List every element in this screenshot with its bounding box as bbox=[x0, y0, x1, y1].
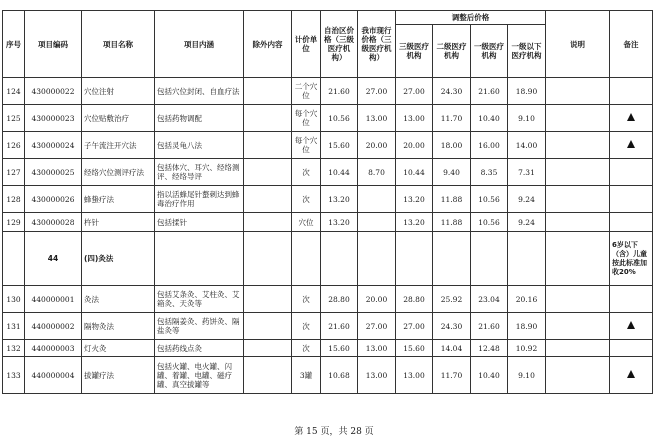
triangle-marker-icon bbox=[627, 370, 635, 378]
cell-code: 430000025 bbox=[25, 159, 82, 186]
cell-content: 包括药物调配 bbox=[155, 105, 244, 132]
cell-l1: 10.56 bbox=[471, 213, 508, 232]
table-row bbox=[3, 286, 653, 313]
cell-b1: 9.10 bbox=[508, 105, 546, 132]
cell-remark bbox=[610, 105, 653, 132]
cell-l2: 24.30 bbox=[433, 313, 471, 340]
cell-city: 27.00 bbox=[358, 78, 396, 105]
cell-name: 子午流注开穴法 bbox=[82, 132, 155, 159]
header-region-price: 自治区价格（三级医疗机构） bbox=[321, 11, 358, 78]
cell-region: 21.60 bbox=[321, 313, 358, 340]
cell-name: 蜂蛰疗法 bbox=[82, 186, 155, 213]
cell-code: 430000023 bbox=[25, 105, 82, 132]
cell-exclusions bbox=[244, 357, 292, 394]
header-name: 项目名称 bbox=[82, 11, 155, 78]
cell-explanation bbox=[546, 213, 610, 232]
cell-city: 13.00 bbox=[358, 357, 396, 394]
cell-seq: 130 bbox=[3, 286, 25, 313]
cell-unit: 每个穴位 bbox=[292, 105, 321, 132]
cell-l3: 28.80 bbox=[396, 286, 433, 313]
header-city-price: 我市现行价格（三级医疗机构） bbox=[358, 11, 396, 78]
cell-content: 指以活蜂尾针螯刺达到蜂毒治疗作用 bbox=[155, 186, 244, 213]
cell-city: 8.70 bbox=[358, 159, 396, 186]
cell-remark bbox=[610, 357, 653, 394]
cell-exclusions bbox=[244, 213, 292, 232]
cell-l3: 27.00 bbox=[396, 78, 433, 105]
cell-explanation bbox=[546, 132, 610, 159]
cell-region: 13.20 bbox=[321, 186, 358, 213]
cell-code: 430000028 bbox=[25, 213, 82, 232]
cell-city: 27.00 bbox=[358, 313, 396, 340]
cell-region: 21.60 bbox=[321, 78, 358, 105]
cell-seq: 129 bbox=[3, 213, 25, 232]
cell-b1: 20.16 bbox=[508, 286, 546, 313]
header-below1: 一级以下医疗机构 bbox=[508, 25, 546, 78]
cell-explanation bbox=[546, 159, 610, 186]
header-exclusions: 除外内容 bbox=[244, 11, 292, 78]
header-content: 项目内涵 bbox=[155, 11, 244, 78]
cell-unit: 每个穴位 bbox=[292, 132, 321, 159]
section-code: 44 bbox=[25, 232, 82, 286]
table-row bbox=[3, 105, 653, 132]
cell-remark bbox=[610, 340, 653, 357]
cell-seq: 133 bbox=[3, 357, 25, 394]
cell-exclusions bbox=[244, 286, 292, 313]
cell-l1: 10.40 bbox=[471, 357, 508, 394]
cell-name: 隔物灸法 bbox=[82, 313, 155, 340]
cell-seq: 131 bbox=[3, 313, 25, 340]
cell-seq: 124 bbox=[3, 78, 25, 105]
cell-content: 包括艾条灸、艾柱灸、艾箱灸、天灸等 bbox=[155, 286, 244, 313]
cell-region bbox=[321, 232, 358, 286]
cell-name: 穴位贴敷治疗 bbox=[82, 105, 155, 132]
cell-l2: 11.70 bbox=[433, 105, 471, 132]
cell-l3: 13.20 bbox=[396, 186, 433, 213]
cell-name: 经络穴位测评疗法 bbox=[82, 159, 155, 186]
cell-remark bbox=[610, 78, 653, 105]
header-code: 项目编码 bbox=[25, 11, 82, 78]
cell-unit: 穴位 bbox=[292, 213, 321, 232]
cell-unit: 次 bbox=[292, 340, 321, 357]
cell-l3: 13.20 bbox=[396, 213, 433, 232]
price-table bbox=[2, 10, 653, 394]
section-row bbox=[3, 232, 653, 286]
cell-l1: 12.48 bbox=[471, 340, 508, 357]
cell-content: 包括药线点灸 bbox=[155, 340, 244, 357]
cell-explanation bbox=[546, 78, 610, 105]
cell-seq: 126 bbox=[3, 132, 25, 159]
cell-exclusions bbox=[244, 159, 292, 186]
cell-content: 包括灵龟八法 bbox=[155, 132, 244, 159]
cell-exclusions bbox=[244, 313, 292, 340]
cell-l2: 11.88 bbox=[433, 186, 471, 213]
cell-b1 bbox=[508, 232, 546, 286]
cell-unit: 次 bbox=[292, 286, 321, 313]
cell-l2 bbox=[433, 232, 471, 286]
cell-explanation bbox=[546, 357, 610, 394]
cell-l3 bbox=[396, 232, 433, 286]
cell-explanation bbox=[546, 186, 610, 213]
header-level2: 二级医疗机构 bbox=[433, 25, 471, 78]
cell-l3: 13.00 bbox=[396, 105, 433, 132]
cell-seq: 125 bbox=[3, 105, 25, 132]
table-row bbox=[3, 132, 653, 159]
cell-b1: 18.90 bbox=[508, 78, 546, 105]
cell-code: 440000001 bbox=[25, 286, 82, 313]
cell-l2: 18.00 bbox=[433, 132, 471, 159]
table-row bbox=[3, 159, 653, 186]
cell-b1: 10.92 bbox=[508, 340, 546, 357]
cell-region: 10.56 bbox=[321, 105, 358, 132]
cell-city bbox=[358, 186, 396, 213]
cell-unit: 次 bbox=[292, 313, 321, 340]
cell-region: 15.60 bbox=[321, 132, 358, 159]
cell-l1: 16.00 bbox=[471, 132, 508, 159]
cell-region: 10.68 bbox=[321, 357, 358, 394]
cell-l3: 27.00 bbox=[396, 313, 433, 340]
cell-l1: 23.04 bbox=[471, 286, 508, 313]
cell-exclusions bbox=[244, 132, 292, 159]
cell-l2: 14.04 bbox=[433, 340, 471, 357]
cell-exclusions bbox=[244, 232, 292, 286]
cell-region: 15.60 bbox=[321, 340, 358, 357]
cell-code: 430000024 bbox=[25, 132, 82, 159]
cell-unit: 3罐 bbox=[292, 357, 321, 394]
cell-exclusions bbox=[244, 78, 292, 105]
cell-l3: 10.44 bbox=[396, 159, 433, 186]
cell-name: 拔罐疗法 bbox=[82, 357, 155, 394]
table-row bbox=[3, 213, 653, 232]
cell-name: 灯火灸 bbox=[82, 340, 155, 357]
cell-code: 440000004 bbox=[25, 357, 82, 394]
cell-content bbox=[155, 232, 244, 286]
table-row bbox=[3, 357, 653, 394]
cell-l1: 21.60 bbox=[471, 78, 508, 105]
table-row bbox=[3, 186, 653, 213]
cell-explanation bbox=[546, 105, 610, 132]
table-row bbox=[3, 313, 653, 340]
cell-unit: 二个穴位 bbox=[292, 78, 321, 105]
cell-city: 13.00 bbox=[358, 105, 396, 132]
cell-remark bbox=[610, 186, 653, 213]
cell-l2: 24.30 bbox=[433, 78, 471, 105]
cell-seq: 132 bbox=[3, 340, 25, 357]
triangle-marker-icon bbox=[627, 113, 635, 121]
cell-l3: 15.60 bbox=[396, 340, 433, 357]
cell-name: 灸法 bbox=[82, 286, 155, 313]
cell-l1: 8.35 bbox=[471, 159, 508, 186]
cell-remark bbox=[610, 213, 653, 232]
cell-content: 包括穴位封闭、自血疗法 bbox=[155, 78, 244, 105]
cell-city: 20.00 bbox=[358, 132, 396, 159]
cell-remark bbox=[610, 159, 653, 186]
cell-b1: 14.00 bbox=[508, 132, 546, 159]
cell-code: 440000002 bbox=[25, 313, 82, 340]
cell-l2: 11.70 bbox=[433, 357, 471, 394]
cell-b1: 18.90 bbox=[508, 313, 546, 340]
cell-seq bbox=[3, 232, 25, 286]
cell-explanation bbox=[546, 313, 610, 340]
header-level3: 三级医疗机构 bbox=[396, 25, 433, 78]
cell-l2: 9.40 bbox=[433, 159, 471, 186]
cell-b1: 9.24 bbox=[508, 213, 546, 232]
cell-region: 10.44 bbox=[321, 159, 358, 186]
triangle-marker-icon bbox=[627, 140, 635, 148]
header-explanation: 说明 bbox=[546, 11, 610, 78]
cell-l3: 13.00 bbox=[396, 357, 433, 394]
cell-content: 包括隔姜灸、药饼灸、隔盐灸等 bbox=[155, 313, 244, 340]
cell-l2: 25.92 bbox=[433, 286, 471, 313]
section-remark: 6岁以下（含）儿童按此标准加收20% bbox=[610, 232, 653, 286]
header-remarks: 备注 bbox=[610, 11, 653, 78]
cell-code: 430000026 bbox=[25, 186, 82, 213]
cell-l1: 21.60 bbox=[471, 313, 508, 340]
cell-b1: 9.24 bbox=[508, 186, 546, 213]
cell-l3: 20.00 bbox=[396, 132, 433, 159]
cell-l2: 11.88 bbox=[433, 213, 471, 232]
page-footer: 第 15 页，共 28 页 bbox=[294, 427, 374, 437]
cell-exclusions bbox=[244, 186, 292, 213]
cell-name: 杵针 bbox=[82, 213, 155, 232]
table-row bbox=[3, 340, 653, 357]
cell-code: 440000003 bbox=[25, 340, 82, 357]
cell-b1: 9.10 bbox=[508, 357, 546, 394]
cell-content: 包括火罐、电火罐、闪罐、着罐、电罐、磁疗罐、真空拔罐等 bbox=[155, 357, 244, 394]
cell-content: 包括体穴、耳穴、经络测评、经络导评 bbox=[155, 159, 244, 186]
cell-unit: 次 bbox=[292, 159, 321, 186]
cell-unit: 次 bbox=[292, 186, 321, 213]
cell-exclusions bbox=[244, 105, 292, 132]
cell-city bbox=[358, 232, 396, 286]
cell-remark bbox=[610, 286, 653, 313]
cell-l1: 10.56 bbox=[471, 186, 508, 213]
cell-city: 13.00 bbox=[358, 340, 396, 357]
cell-name: 穴位注射 bbox=[82, 78, 155, 105]
cell-remark bbox=[610, 313, 653, 340]
cell-seq: 127 bbox=[3, 159, 25, 186]
cell-explanation bbox=[546, 232, 610, 286]
header-seq: 序号 bbox=[3, 11, 25, 78]
cell-explanation bbox=[546, 340, 610, 357]
section-name: (四)灸法 bbox=[82, 232, 155, 286]
cell-remark bbox=[610, 132, 653, 159]
cell-unit bbox=[292, 232, 321, 286]
cell-explanation bbox=[546, 286, 610, 313]
cell-region: 13.20 bbox=[321, 213, 358, 232]
cell-seq: 128 bbox=[3, 186, 25, 213]
table-row bbox=[3, 78, 653, 105]
cell-content: 包括揉针 bbox=[155, 213, 244, 232]
header-level1: 一级医疗机构 bbox=[471, 25, 508, 78]
header-adjusted-group: 调整后价格 bbox=[396, 11, 546, 25]
cell-l1: 10.40 bbox=[471, 105, 508, 132]
cell-city bbox=[358, 213, 396, 232]
triangle-marker-icon bbox=[627, 321, 635, 329]
header-unit: 计价单位 bbox=[292, 11, 321, 78]
cell-region: 28.80 bbox=[321, 286, 358, 313]
cell-l1 bbox=[471, 232, 508, 286]
cell-city: 20.00 bbox=[358, 286, 396, 313]
cell-b1: 7.31 bbox=[508, 159, 546, 186]
cell-exclusions bbox=[244, 340, 292, 357]
cell-code: 430000022 bbox=[25, 78, 82, 105]
